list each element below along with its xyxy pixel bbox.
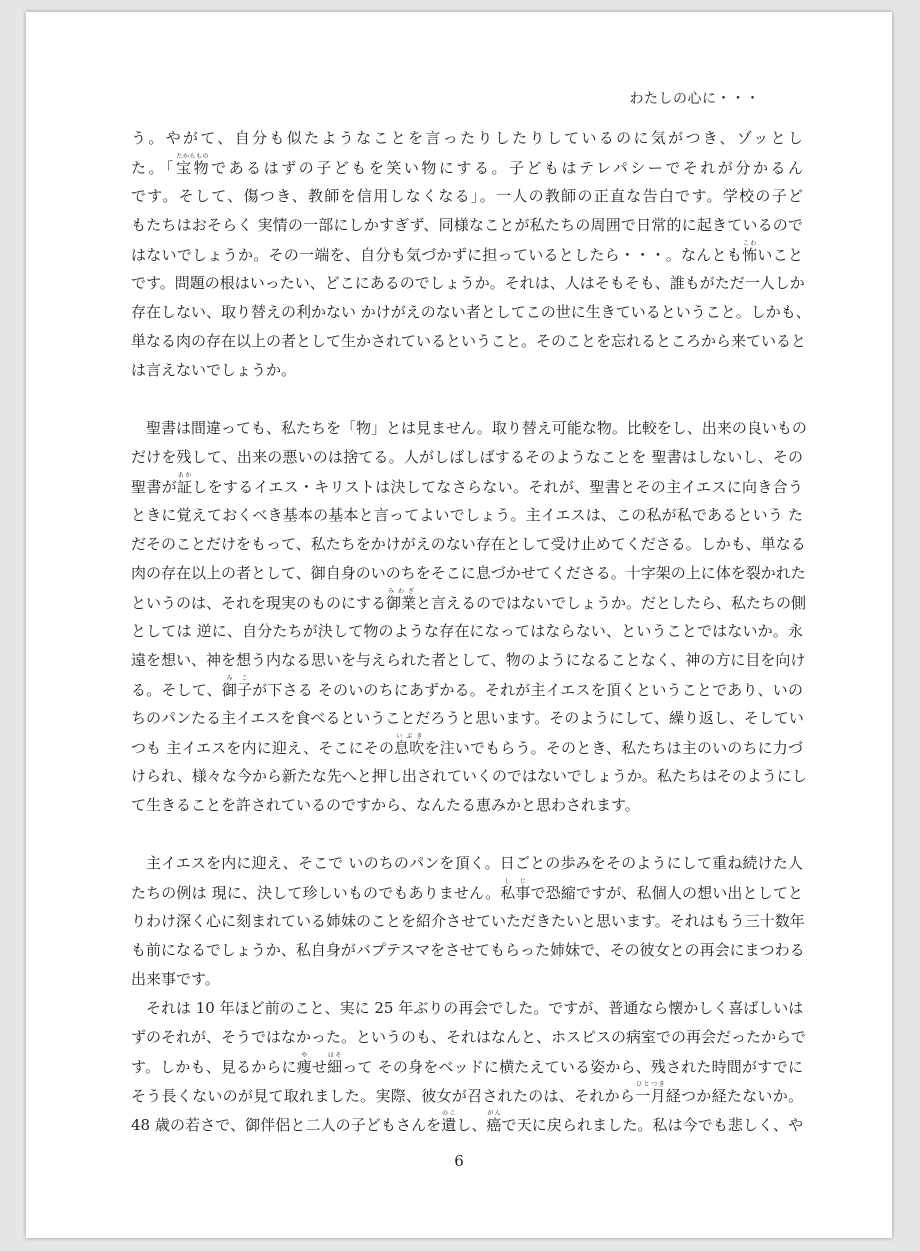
paragraph-gap — [131, 820, 803, 849]
text-run: つも 主イエスを内に迎え、そこにその — [131, 739, 395, 757]
text-run: が下さる そのいのちにあずかる。それが主イエスを頂くということであり、いの — [252, 681, 803, 699]
text-line — [131, 791, 803, 820]
text-run: を注いでもらう。そのとき、私たちは主のいのちに力づ — [424, 739, 803, 757]
text-run: もたちはおそらく 実情の一部にしかすぎず、同様なことが私たちの周囲で日常的に起きているので — [131, 216, 803, 234]
text-line — [131, 704, 803, 733]
text-run: 出来事です。 — [131, 970, 220, 988]
ruby-word: 私事しじ — [500, 878, 531, 902]
text-line — [131, 269, 803, 298]
ruby-word: 癌がん — [486, 1110, 502, 1134]
text-line — [131, 443, 803, 472]
text-line — [131, 994, 803, 1023]
text-run: しをするイエス・キリストは決してなさらない。それが、聖書とその主イエスに向き合う — [192, 478, 803, 496]
text-run: そう長くないのが見て取れました。実際、彼女が召されたのは、それから — [131, 1087, 636, 1105]
text-run: 聖書が — [131, 478, 177, 496]
ruby-word: 息吹いぶき — [394, 733, 425, 757]
text-line — [131, 153, 803, 182]
text-line — [131, 472, 803, 501]
text-run: る。そして、 — [131, 681, 222, 699]
text-run: というのは、それを現実のものにする — [131, 594, 387, 612]
text-run: 単なる肉の存在以上の者として生かされているということ。そのことを忘れるところから来ていると — [131, 332, 807, 350]
text-line — [131, 907, 803, 936]
text-run: 遠を想い、神を想う内なる思いを与えられた者として、物のようになることなく、神の方に目を向け — [131, 651, 806, 669]
text-line — [131, 675, 803, 704]
text-line — [131, 414, 807, 443]
text-run: た。「 — [131, 159, 177, 177]
text-run: は言えないでしょうか。 — [131, 361, 297, 379]
text-run: だそのことだけをもって、私たちをかけがえのない存在として受け止めてくださる。しかも、単なる — [131, 535, 806, 553]
text-line — [131, 182, 803, 211]
text-line — [131, 240, 803, 269]
text-run: 聖書は間違っても、私たちを「物」とは見ません。取り替え可能な物。比較をし、出来の良いもの — [146, 419, 807, 437]
text-run: で恐縮ですが、私個人の想い出としてと — [530, 884, 803, 902]
text-run: って その身をベッドに横たえている姿から、残された時間がすでに — [342, 1058, 803, 1076]
text-run: す。しかも、見るからに — [131, 1058, 297, 1076]
text-run: ときに覚えておくべき基本の基本と言ってよいでしょう。主イエスは、この私が私であるという た — [131, 506, 803, 524]
text-line — [131, 327, 807, 356]
text-run: いこと — [757, 246, 803, 264]
text-line — [131, 124, 803, 153]
text-run: 肉の存在以上の者として、御自身のいのちをそこに息づかせてくださる。十字架の上に体を裂かれた — [131, 564, 806, 582]
text-run: です。そして、傷つき、教師を信用しなくなる」。一人の教師の正直な告白です。学校の子ど — [131, 187, 803, 205]
text-line — [131, 588, 807, 617]
text-run: も前になるでしょうか、私自身がバプテスマをさせてもらった姉妹で、その彼女との再会にまつわる — [131, 941, 805, 959]
text-line — [131, 1052, 803, 1081]
text-run: 存在しない、取り替えの利かない かけがえのない者としてこの世に生きているということ。しかも、 — [131, 303, 811, 321]
text-run: りわけ深く心に刻まれている姉妹のことを紹介させていただきたいと思います。それはもう三十数年 — [131, 912, 805, 930]
text-line — [131, 298, 811, 327]
text-run: 経つか経たないか。 — [665, 1087, 803, 1105]
running-header: わたしの心に・・・ — [629, 91, 760, 107]
text-run: それは 10 年ほど前のこと、実に 25 年ぶりの再会でした。ですが、普通なら懐かしく喜ばしいは — [146, 999, 804, 1017]
text-line — [131, 530, 806, 559]
text-line — [131, 878, 803, 907]
ruby-word: 宝物たからもの — [176, 153, 212, 177]
text-run: ずのそれが、そうではなかった。というのも、それはなんと、ホスピスの病室での再会だったからで — [131, 1028, 806, 1046]
ruby-word: 細ほそ — [327, 1052, 343, 1076]
text-run: で天に戻られました。私は今でも悲しく、や — [501, 1116, 803, 1134]
text-run: と言えるのではないでしょうか。だとしたら、私たちの側 — [416, 594, 807, 612]
ruby-word: 一月ひとつき — [635, 1081, 666, 1105]
text-line — [131, 965, 803, 994]
text-line — [131, 1081, 803, 1110]
text-run: けられ、様々な今から新たな先へと押し出されていくのではないでしょうか。私たちはそのようにし — [131, 767, 807, 785]
text-run: 48 歳の若さで、御伴侶と二人の子どもさんを — [131, 1116, 442, 1134]
text-run: たちの例は 現に、決して珍しいものでもありません。 — [131, 884, 501, 902]
text-run: であるはずの子どもを笑い物にする。子どもはテレパシーでそれが分かるん — [211, 159, 803, 177]
text-run: はないでしょうか。その一端を、自分も気づかずに担っているとしたら・・・。なんとも — [131, 246, 743, 264]
ruby-word: 証あか — [176, 472, 193, 496]
text-line — [131, 762, 807, 791]
body-text — [131, 124, 811, 1139]
text-run: し、 — [456, 1116, 487, 1134]
text-run: です。問題の根はいったい、どこにあるのでしょうか。それは、人はそもそも、誰もがただ一人しか — [131, 274, 805, 292]
text-line — [131, 646, 806, 675]
text-line — [131, 356, 803, 385]
text-run: だけを残して、出来の悪いのは捨てる。人がしばしばするそのようなことを 聖書はしないし、その — [131, 448, 803, 466]
ruby-word: 御子みこ — [221, 675, 253, 699]
text-line — [131, 849, 803, 878]
text-run: 主イエスを内に迎え、そこで いのちのパンを頂く。日ごとの歩みをそのようにして重ね続けた人 — [146, 854, 803, 872]
text-line — [131, 1023, 806, 1052]
text-run: としては 逆に、自分たちが決して物のような存在になってはならない、ということではないか。永 — [131, 622, 803, 640]
ruby-word: 遺のこ — [441, 1110, 457, 1134]
text-line — [131, 559, 806, 588]
text-run: て生きることを許されているのですから、なんたる恵みかと思わされます。 — [131, 796, 640, 814]
ruby-word: 痩や — [296, 1052, 312, 1076]
paragraph-gap — [131, 385, 803, 414]
ruby-word: 怖こわ — [742, 240, 758, 264]
text-line — [131, 617, 803, 646]
page-number: 6 — [454, 1152, 464, 1170]
text-run: ちのパンたる主イエスを食べるということだろうと思います。そのようにして、繰り返し、そしてい — [131, 709, 804, 727]
text-line — [131, 733, 803, 762]
text-line — [131, 1110, 803, 1139]
text-run: う。やがて、自分も似たようなことを言ったりしたりしているのに気がつき、ゾッとし — [131, 129, 803, 147]
ruby-word: 御業みわざ — [386, 588, 417, 612]
text-line — [131, 936, 803, 965]
text-line — [131, 501, 803, 530]
text-line — [131, 211, 803, 240]
text-run: せ — [311, 1058, 328, 1076]
document-page — [26, 12, 892, 1238]
